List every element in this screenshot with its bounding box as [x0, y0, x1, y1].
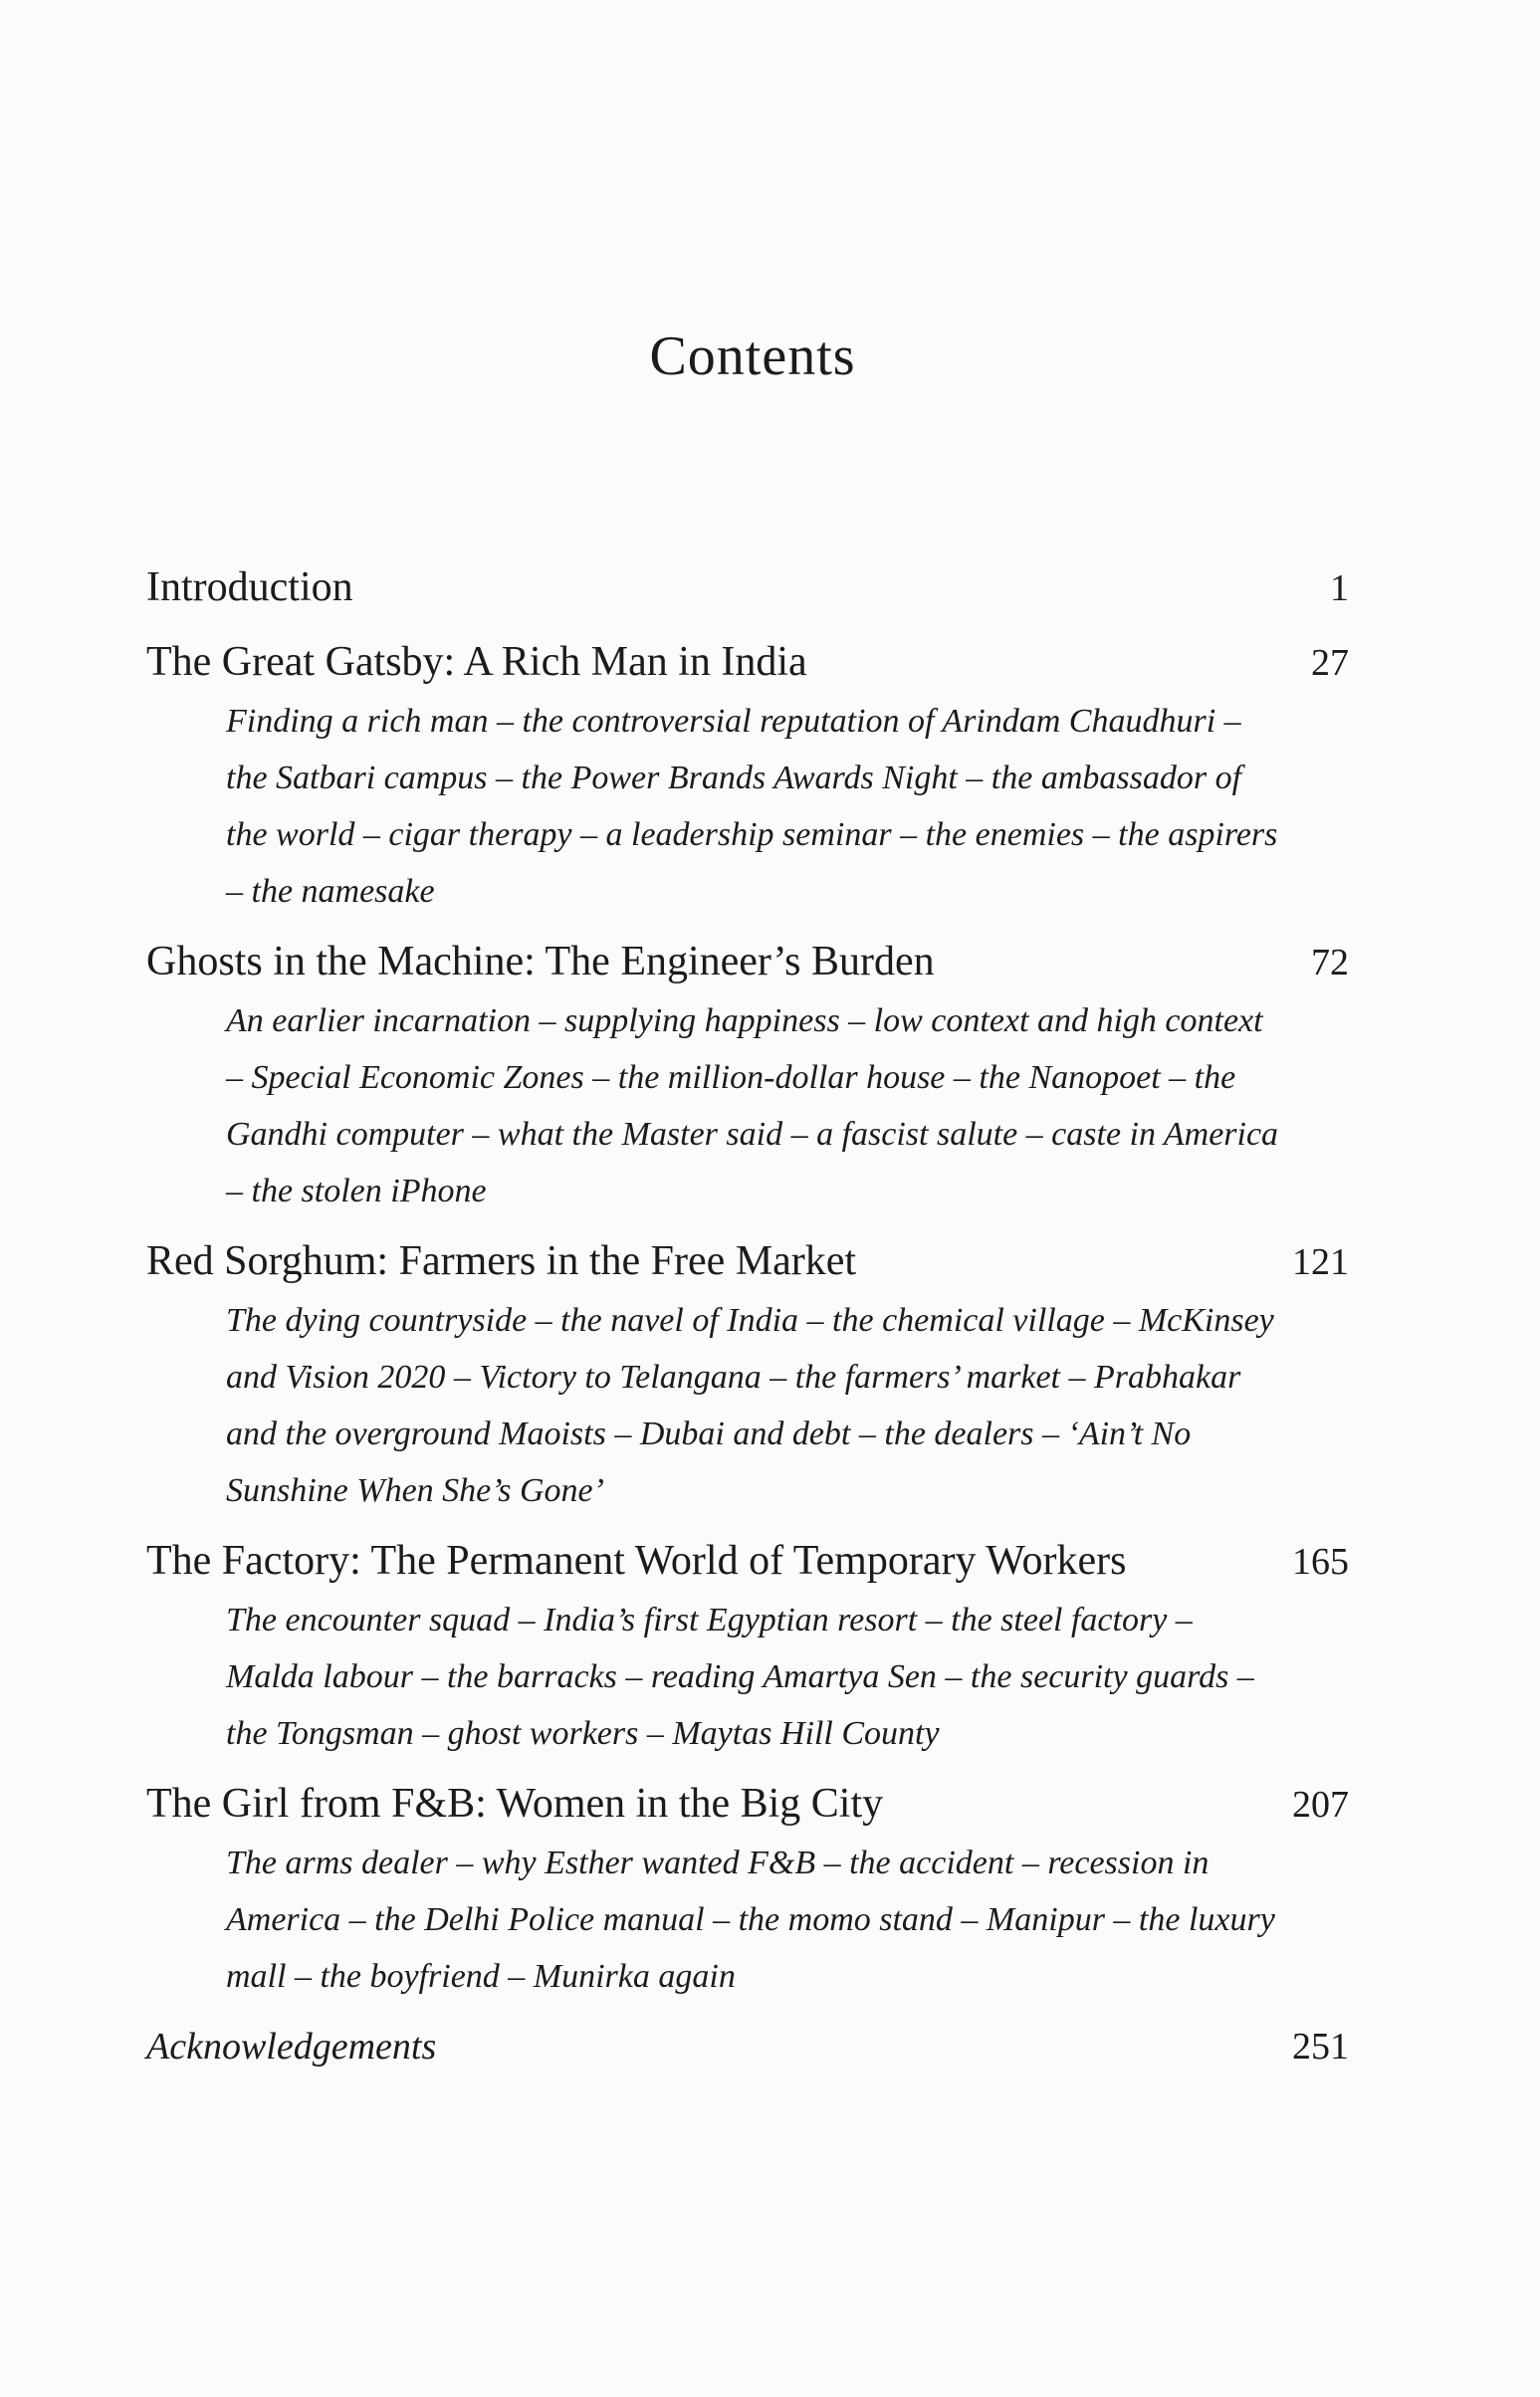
toc-entry-ghosts-in-the-machine	[146, 932, 1349, 1219]
toc-entry-description: The dying countryside – the navel of India – the chemical village – McKinsey and Vision 2020 – Victory to Telangana – the farmers’ market – Prabhakar and the overground Maoists – Dubai and debt – the dealers – ‘Ain’t No Sunshine When She’s Gone’	[226, 1302, 1274, 1509]
toc-page-number: 72	[1311, 942, 1349, 983]
toc-entry-title[interactable]: Acknowledgements	[146, 2026, 437, 2068]
table-of-contents	[146, 557, 1349, 2082]
toc-entry-description: Finding a rich man – the controversial reputation of Arindam Chaudhuri – the Satbari campus – the Power Brands Awards Night – the ambassador of the world – cigar therapy – a leadership seminar – the enemies – the aspirers – the namesake	[226, 703, 1278, 910]
toc-entry-title[interactable]: Introduction	[146, 564, 353, 610]
toc-entry-description: An earlier incarnation – supplying happiness – low context and high context – Special Economic Zones – the million-dollar house – the Nanopoet – the Gandhi computer – what the Master said – a fascist salute – caste in America – the stolen iPhone	[226, 1002, 1279, 1209]
toc-entry-great-gatsby	[146, 632, 1349, 920]
toc-entry-title[interactable]: Ghosts in the Machine: The Engineer’s Burden	[146, 939, 935, 984]
toc-entry-description: The arms dealer – why Esther wanted F&B – the accident – recession in America – the Delhi Police manual – the momo stand – Manipur – the luxury mall – the boyfriend – Munirka again	[226, 1845, 1275, 1995]
toc-heading-row	[146, 2017, 1349, 2076]
toc-entry-red-sorghum	[146, 1231, 1349, 1519]
toc-page-number: 251	[1292, 2026, 1349, 2068]
toc-heading-row	[146, 1531, 1349, 1592]
toc-entry-description: The encounter squad – India’s first Egyptian resort – the steel factory – Malda labour – the barracks – reading Amartya Sen – the security guards – the Tongsman – ghost workers – Maytas Hill County	[226, 1602, 1254, 1752]
toc-page-number: 27	[1311, 642, 1349, 684]
toc-heading-row	[146, 557, 1349, 618]
toc-entry-title[interactable]: The Great Gatsby: A Rich Man in India	[146, 639, 807, 685]
toc-entry-girl-from-fb	[146, 1774, 1349, 2005]
toc-heading-row	[146, 1231, 1349, 1292]
page-title: Contents	[649, 326, 856, 387]
toc-heading-row	[146, 932, 1349, 992]
toc-page-number: 207	[1292, 1784, 1349, 1826]
toc-entry-the-factory	[146, 1531, 1349, 1762]
toc-page-number: 1	[1330, 567, 1349, 609]
toc-heading-row	[146, 632, 1349, 693]
toc-entry-acknowledgements	[146, 2017, 1349, 2076]
toc-entry-introduction	[146, 557, 1349, 618]
toc-entry-title[interactable]: The Girl from F&B: Women in the Big City	[146, 1781, 884, 1827]
toc-heading-row	[146, 1774, 1349, 1835]
toc-entry-title[interactable]: Red Sorghum: Farmers in the Free Market	[146, 1238, 857, 1284]
toc-entry-title[interactable]: The Factory: The Permanent World of Temporary Workers	[146, 1538, 1127, 1584]
toc-page-number: 121	[1292, 1241, 1349, 1283]
toc-page-number: 165	[1292, 1541, 1349, 1583]
